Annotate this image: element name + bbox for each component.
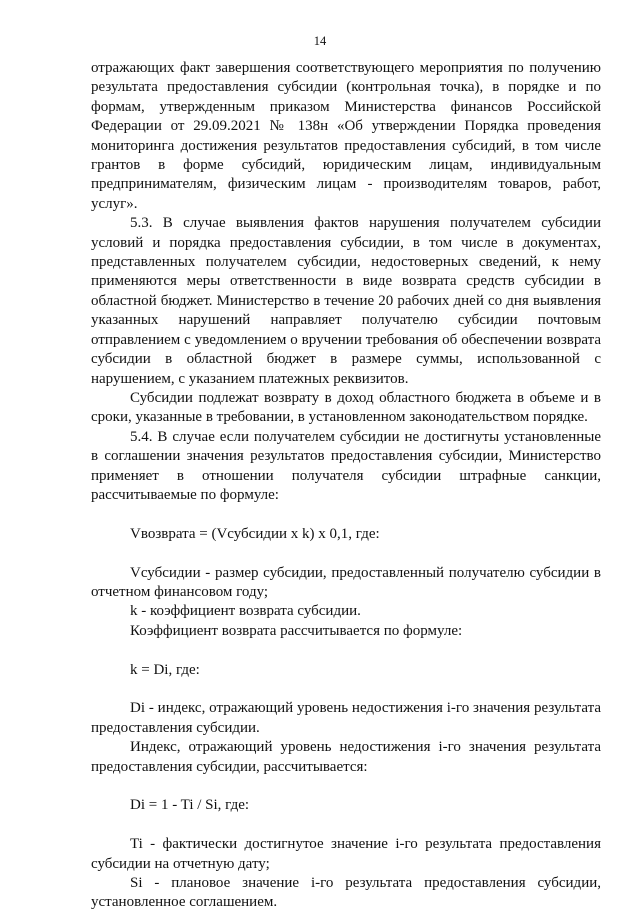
paragraph-refund: Субсидии подлежат возврату в доход областного бюджета в объеме и в сроки, указанные в требовании, в установленном законодательством порядке. xyxy=(91,389,601,426)
page-number: 14 xyxy=(313,34,327,48)
paragraph-5-4: 5.4. В случае если получателем субсидии не достигнуты установленные в соглашении значения результатов предоставления субсидии, Министерство применяет в отношении получателя субсидии штрафные санкции, рассчитываемые по формуле: xyxy=(91,428,601,503)
definition-ti: Ti - фактически достигнутое значение i-го результата предоставления субсидии на отчетную дату; xyxy=(91,836,601,872)
formula-refund: Vвозврата = (Vсубсидии x k) x 0,1, где: xyxy=(130,525,380,542)
paragraph-index: Индекс, отражающий уровень недостижения i-го значения результата предоставления субсидии, рассчитывается: xyxy=(91,739,601,775)
definition-vsubsidy: Vсубсидии - размер субсидии, предоставленный получателю субсидии в отчетном финансовом году; xyxy=(91,564,601,600)
definition-si: Si - плановое значение i-го результата предоставления субсидии, установленное соглашением. xyxy=(91,874,601,911)
definition-k: k - коэффициент возврата субсидии. xyxy=(130,603,361,620)
formula-coefficient: k = Di, где: xyxy=(130,661,200,678)
definition-di: Di - индекс, отражающий уровень недостижения i-го значения результата предоставления субсидии. xyxy=(91,700,601,736)
spacer xyxy=(91,777,601,796)
paragraph-5-3: 5.3. В случае выявления фактов нарушения получателем субсидии условий и порядка предоставления субсидии, в том числе в документах, представленных получателем субсидии, недостоверных сведений, к нему применяются меры ответственности в виде возврата средств субсидии в областной бюджет. Министерство в течение 20 рабочих дней со дня выявления указанных нарушений направляет получателю субсидии почтовым отправлением с уведомлением о вручении требования об обеспечении возврата субсидии в областной бюджет в размере суммы, использованной с нарушением, с указанием платежных реквизитов. xyxy=(91,215,601,387)
formula-index: Di = 1 - Ti / Si, где: xyxy=(130,797,250,814)
paragraph-coefficient: Коэффициент возврата рассчитывается по формуле: xyxy=(130,622,463,639)
spacer xyxy=(91,680,601,699)
spacer xyxy=(91,544,601,563)
spacer xyxy=(91,641,601,660)
spacer xyxy=(91,505,601,524)
paragraph-continuation: отражающих факт завершения соответствующего мероприятия по получению результата предоставления субсидии (контрольная точка), в порядке и по формам, утвержденным приказом Министерства финансов Российской Федерации от 29.09.2021 № 138н «Об утверждении Порядка проведения мониторинга достижения результатов предоставления субсидий, в том числе грантов в форме субсидий, юридическим лицам, индивидуальным предпринимателям, физическим лицам - производителям товаров, работ, услуг». xyxy=(91,60,601,212)
document-body xyxy=(91,59,601,913)
spacer xyxy=(91,816,601,835)
